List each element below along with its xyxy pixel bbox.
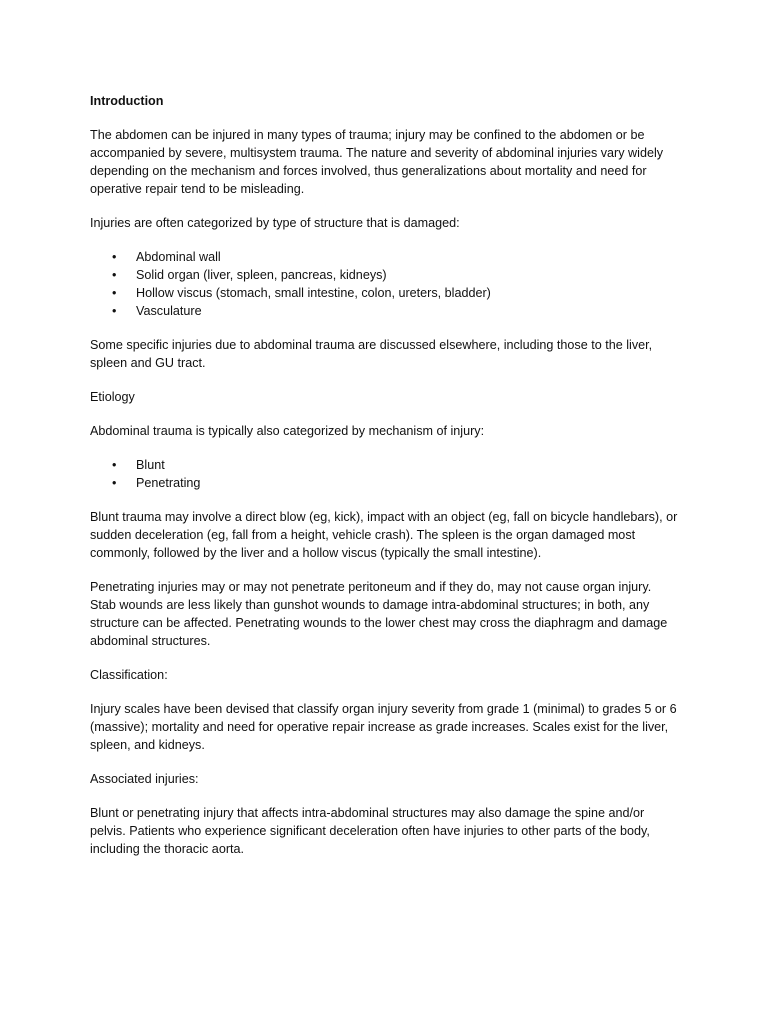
list-item-text: Penetrating: [136, 476, 201, 490]
penetrating-paragraph: Penetrating injuries may or may not penetrate peritoneum and if they do, may not cause organ injury. Stab wounds are less likely than gunshot wounds to damage intra-abdominal structures; in both, any structure can be affected. Penetrating wounds to the lower chest may cross the diaphragm and damage abdominal structures.: [90, 580, 668, 648]
bullet-icon: •: [112, 458, 117, 472]
document-page: [90, 92, 680, 874]
list-item: [90, 474, 680, 492]
bullet-icon: •: [112, 304, 117, 318]
associated-injuries-heading: Associated injuries:: [90, 772, 199, 786]
structure-list: [90, 248, 680, 320]
associated-injuries-paragraph: Blunt or penetrating injury that affects intra-abdominal structures may also damage the spine and/or pelvis. Patients who experience significant deceleration often have injuries to other parts of the body, including the thoracic aorta.: [90, 806, 650, 856]
blunt-paragraph: Blunt trauma may involve a direct blow (eg, kick), impact with an object (eg, fall on bicycle handlebars), or sudden deceleration (eg, fall from a height, vehicle crash). The spleen is the organ damaged most commonly, followed by the liver and a hollow viscus (typically the small intestine).: [90, 510, 678, 560]
intro-paragraph: The abdomen can be injured in many types of trauma; injury may be confined to the abdomen or be accompanied by severe, multisystem trauma. The nature and severity of abdominal injuries vary widely depending on the mechanism and forces involved, thus generalizations about mortality and need for operative repair tend to be misleading.: [90, 128, 664, 196]
list-item: [90, 248, 680, 266]
specific-injuries-paragraph: Some specific injuries due to abdominal trauma are discussed elsewhere, including those to the liver, spleen and GU tract.: [90, 338, 653, 370]
bullet-icon: •: [112, 268, 117, 282]
list-item-text: Hollow viscus (stomach, small intestine, colon, ureters, bladder): [136, 286, 491, 300]
list-item-text: Abdominal wall: [136, 250, 221, 264]
classification-heading: Classification:: [90, 668, 168, 682]
list-item: [90, 266, 680, 284]
bullet-icon: •: [112, 476, 117, 490]
classification-paragraph: Injury scales have been devised that classify organ injury severity from grade 1 (minimal) to grades 5 or 6 (massive); mortality and need for operative repair increase as grade increases. Scales exist for the liver, spleen, and kidneys.: [90, 702, 677, 752]
intro-heading: Introduction: [90, 94, 164, 108]
list-item-text: Blunt: [136, 458, 165, 472]
etiology-heading: Etiology: [90, 390, 135, 404]
categories-intro: Injuries are often categorized by type of structure that is damaged:: [90, 216, 460, 230]
bullet-icon: •: [112, 286, 117, 300]
bullet-icon: •: [112, 250, 117, 264]
list-item: [90, 302, 680, 320]
mechanism-list: [90, 456, 680, 492]
list-item: [90, 284, 680, 302]
list-item: [90, 456, 680, 474]
list-item-text: Solid organ (liver, spleen, pancreas, kidneys): [136, 268, 387, 282]
mechanism-intro: Abdominal trauma is typically also categorized by mechanism of injury:: [90, 424, 485, 438]
list-item-text: Vasculature: [136, 304, 202, 318]
